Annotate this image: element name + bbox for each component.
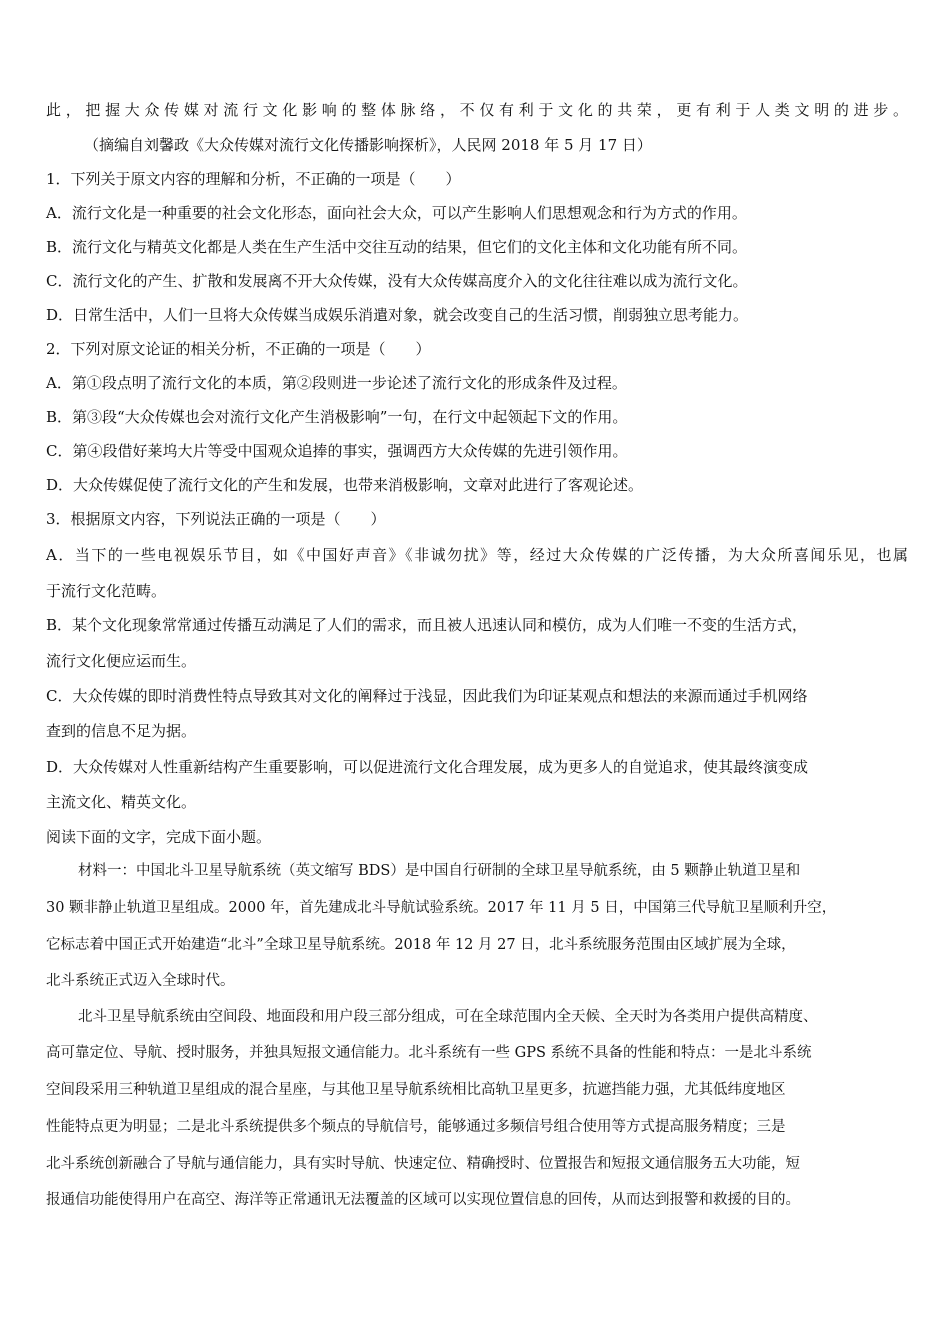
question-1-option-c: C．流行文化的产生、扩散和发展离不开大众传媒，没有大众传媒高度介入的文化往往难以成为流行文化。 xyxy=(46,272,748,290)
material-one-para2-line-3: 空间段采用三种轨道卫星组成的混合星座，与其他卫星导航系统相比高轨卫星更多，抗遮挡能力强，尤其低纬度地区 xyxy=(46,1082,786,1098)
material-one-para1-line-3: 它标志着中国正式开始建造“北斗”全球卫星导航系统。2018 年 12 月 27 日，北斗系统服务范围由区域扩展为全球， xyxy=(46,937,796,953)
question-3-option-a-line-2: 于流行文化范畴。 xyxy=(46,582,167,600)
material-one-para1-line-4: 北斗系统正式迈入全球时代。 xyxy=(46,973,235,989)
question-1-stem: 1．下列关于原文内容的理解和分析，不正确的一项是（ ） xyxy=(46,170,461,188)
material-one-para2-line-6: 报通信功能使得用户在高空、海洋等正常通讯无法覆盖的区域可以实现位置信息的回传，从而达到报警和救援的目的。 xyxy=(46,1192,800,1208)
question-3-stem: 3．根据原文内容，下列说法正确的一项是（ ） xyxy=(46,510,386,528)
question-3-option-d-line-1: D．大众传媒对人性重新结构产生重要影响，可以促进流行文化合理发展，成为更多人的自觉追求，使其最终演变成 xyxy=(46,758,809,776)
material-one-para2-line-1: 北斗卫星导航系统由空间段、地面段和用户段三部分组成，可在全球范围内全天候、全天时为各类用户提供高精度、 xyxy=(78,1009,818,1025)
question-3-option-c-line-2: 查到的信息不足为据。 xyxy=(46,722,197,740)
question-3-option-d-line-2: 主流文化、精英文化。 xyxy=(46,793,197,811)
question-2-option-c: C．第④段借好莱坞大片等受中国观众追捧的事实，强调西方大众传媒的先进引领作用。 xyxy=(46,442,628,460)
passage-closing-line: 此，把握大众传媒对流行文化影响的整体脉络，不仅有利于文化的共荣，更有利于人类文明的进步。 xyxy=(46,101,908,119)
question-1-option-d: D．日常生活中，人们一旦将大众传媒当成娱乐消遣对象，就会改变自己的生活习惯，削弱独立思考能力。 xyxy=(46,306,749,324)
material-one-para1-line-1: 材料一：中国北斗卫星导航系统（英文缩写 BDS）是中国自行研制的全球卫星导航系统，由 5 颗静止轨道卫星和 xyxy=(78,863,801,879)
question-2-option-b: B．第③段“大众传媒也会对流行文化产生消极影响”一句，在行文中起领起下文的作用。 xyxy=(46,408,628,426)
material-one-para1-line-2: 30 颗非静止轨道卫星组成。2000 年，首先建成北斗导航试验系统。2017 年 11 月 5 日，中国第三代导航卫星顺利升空， xyxy=(46,900,837,916)
question-3-option-b-line-2: 流行文化便应运而生。 xyxy=(46,652,197,670)
question-2-stem: 2．下列对原文论证的相关分析，不正确的一项是（ ） xyxy=(46,340,431,358)
question-2-option-a: A．第①段点明了流行文化的本质，第②段则进一步论述了流行文化的形成条件及过程。 xyxy=(46,374,627,392)
source-citation: （摘编自刘馨政《大众传媒对流行文化传播影响探析》，人民网 2018 年 5 月 17 日） xyxy=(84,136,652,154)
question-1-option-b: B．流行文化与精英文化都是人类在生产生活中交往互动的结果，但它们的文化主体和文化功能有所不同。 xyxy=(46,238,748,256)
material-one-para2-line-2: 高可靠定位、导航、授时服务，并独具短报文通信能力。北斗系统有一些 GPS 系统不具备的性能和特点：一是北斗系统 xyxy=(46,1045,812,1061)
material-one-para2-line-4: 性能特点更为明显；二是北斗系统提供多个频点的导航信号，能够通过多频信号组合使用等方式提高服务精度；三是 xyxy=(46,1119,786,1135)
question-2-option-d: D．大众传媒促使了流行文化的产生和发展，也带来消极影响，文章对此进行了客观论述。 xyxy=(46,476,644,494)
reading-instruction: 阅读下面的文字，完成下面小题。 xyxy=(46,828,272,846)
material-one-para2-line-5: 北斗系统创新融合了导航与通信能力，具有实时导航、快速定位、精确授时、位置报告和短报文通信服务五大功能，短 xyxy=(46,1156,800,1172)
question-1-option-a: A．流行文化是一种重要的社会文化形态，面向社会大众，可以产生影响人们思想观念和行为方式的作用。 xyxy=(46,204,747,222)
question-3-option-c-line-1: C．大众传媒的即时消费性特点导致其对文化的阐释过于浅显，因此我们为印证某观点和想法的来源而通过手机网络 xyxy=(46,687,808,705)
question-3-option-b-line-1: B．某个文化现象常常通过传播互动满足了人们的需求，而且被人迅速认同和模仿，成为人们唯一不变的生活方式， xyxy=(46,616,808,634)
question-3-option-a-line-1: A．当下的一些电视娱乐节目，如《中国好声音》《非诚勿扰》等，经过大众传媒的广泛传播，为大众所喜闻乐见，也属 xyxy=(46,546,908,564)
